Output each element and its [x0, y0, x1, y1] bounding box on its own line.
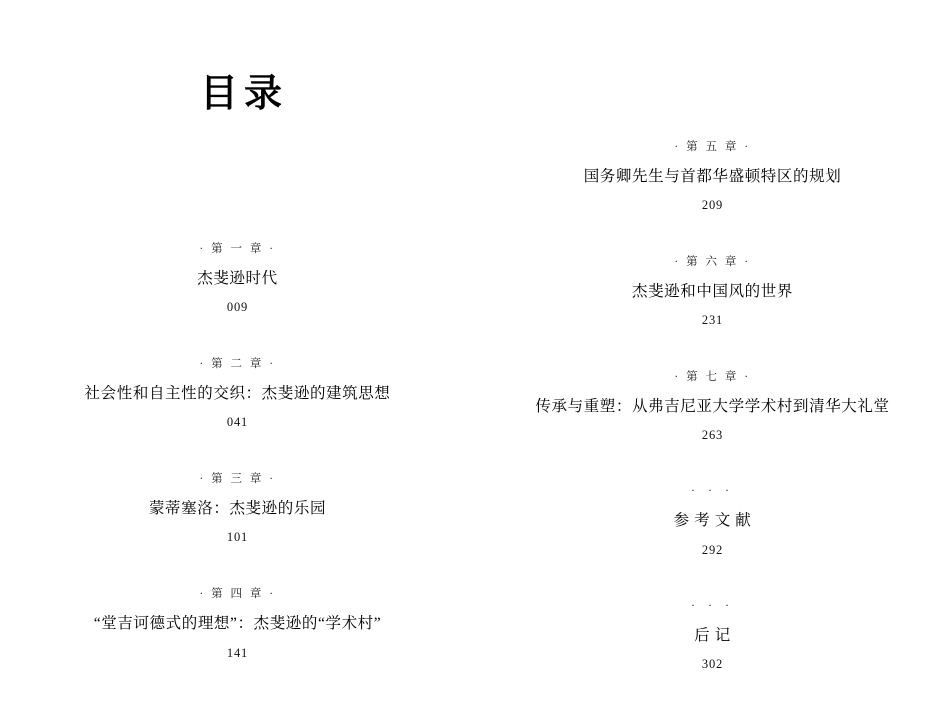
toc-entry-chapter: · · · — [691, 483, 734, 498]
toc-entry[interactable] — [0, 240, 475, 315]
toc-entry-page: 209 — [701, 198, 724, 213]
toc-entry-page: 041 — [226, 415, 249, 430]
toc-entry-page: 141 — [226, 645, 249, 660]
toc-entry-chapter: · 第 一 章 · — [199, 243, 276, 255]
toc-entry-chapter: · · · — [691, 597, 734, 612]
toc-entry-title: 社会性和自主性的交织：杰斐逊的建筑思想 — [84, 385, 391, 403]
toc-entry[interactable] — [475, 253, 950, 328]
toc-column-left — [0, 130, 475, 712]
toc-entry-page: 231 — [701, 313, 724, 328]
toc-entry-title: 参 考 文 献 — [673, 512, 752, 530]
toc-entry-chapter: · 第 四 章 · — [199, 588, 276, 601]
toc-entry[interactable] — [475, 368, 950, 443]
toc-entry-page: 302 — [701, 656, 724, 671]
toc-entry[interactable] — [475, 483, 950, 557]
toc-entry-title: 后 记 — [694, 626, 731, 644]
toc-entry-title: 国务卿先生与首都华盛顿特区的规划 — [583, 168, 842, 185]
toc-entry[interactable] — [0, 470, 475, 545]
toc-entry-chapter: · 第 二 章 · — [199, 358, 276, 371]
toc-entry[interactable] — [0, 585, 475, 660]
page-title: 目录 — [200, 73, 289, 115]
toc-entry[interactable] — [475, 598, 950, 672]
toc-entry[interactable] — [475, 138, 950, 213]
toc-entry-title: 杰斐逊时代 — [197, 270, 278, 287]
toc-entry-page: 101 — [226, 530, 249, 545]
toc-entry-page: 009 — [226, 300, 249, 315]
toc-entry-title: 蒙蒂塞洛：杰斐逊的乐园 — [148, 500, 327, 518]
toc-entry-title: 传承与重塑：从弗吉尼亚大学学术村到清华大礼堂 — [535, 398, 890, 416]
toc-entry-chapter: · 第 七 章 · — [674, 371, 751, 384]
toc-entry-page: 263 — [701, 428, 724, 443]
toc-entry-title: “堂吉诃德式的理想”：杰斐逊的“学术村” — [93, 615, 382, 633]
toc-entry[interactable] — [0, 355, 475, 430]
toc-entry-title: 杰斐逊和中国风的世界 — [631, 283, 793, 301]
toc-entry-chapter: · 第 三 章 · — [199, 473, 276, 486]
toc-entry-page: 292 — [701, 542, 724, 557]
toc-columns — [0, 130, 950, 712]
toc-column-right — [475, 130, 950, 712]
toc-entry-chapter: · 第 六 章 · — [674, 256, 751, 269]
toc-entry-chapter: · 第 五 章 · — [674, 141, 751, 153]
